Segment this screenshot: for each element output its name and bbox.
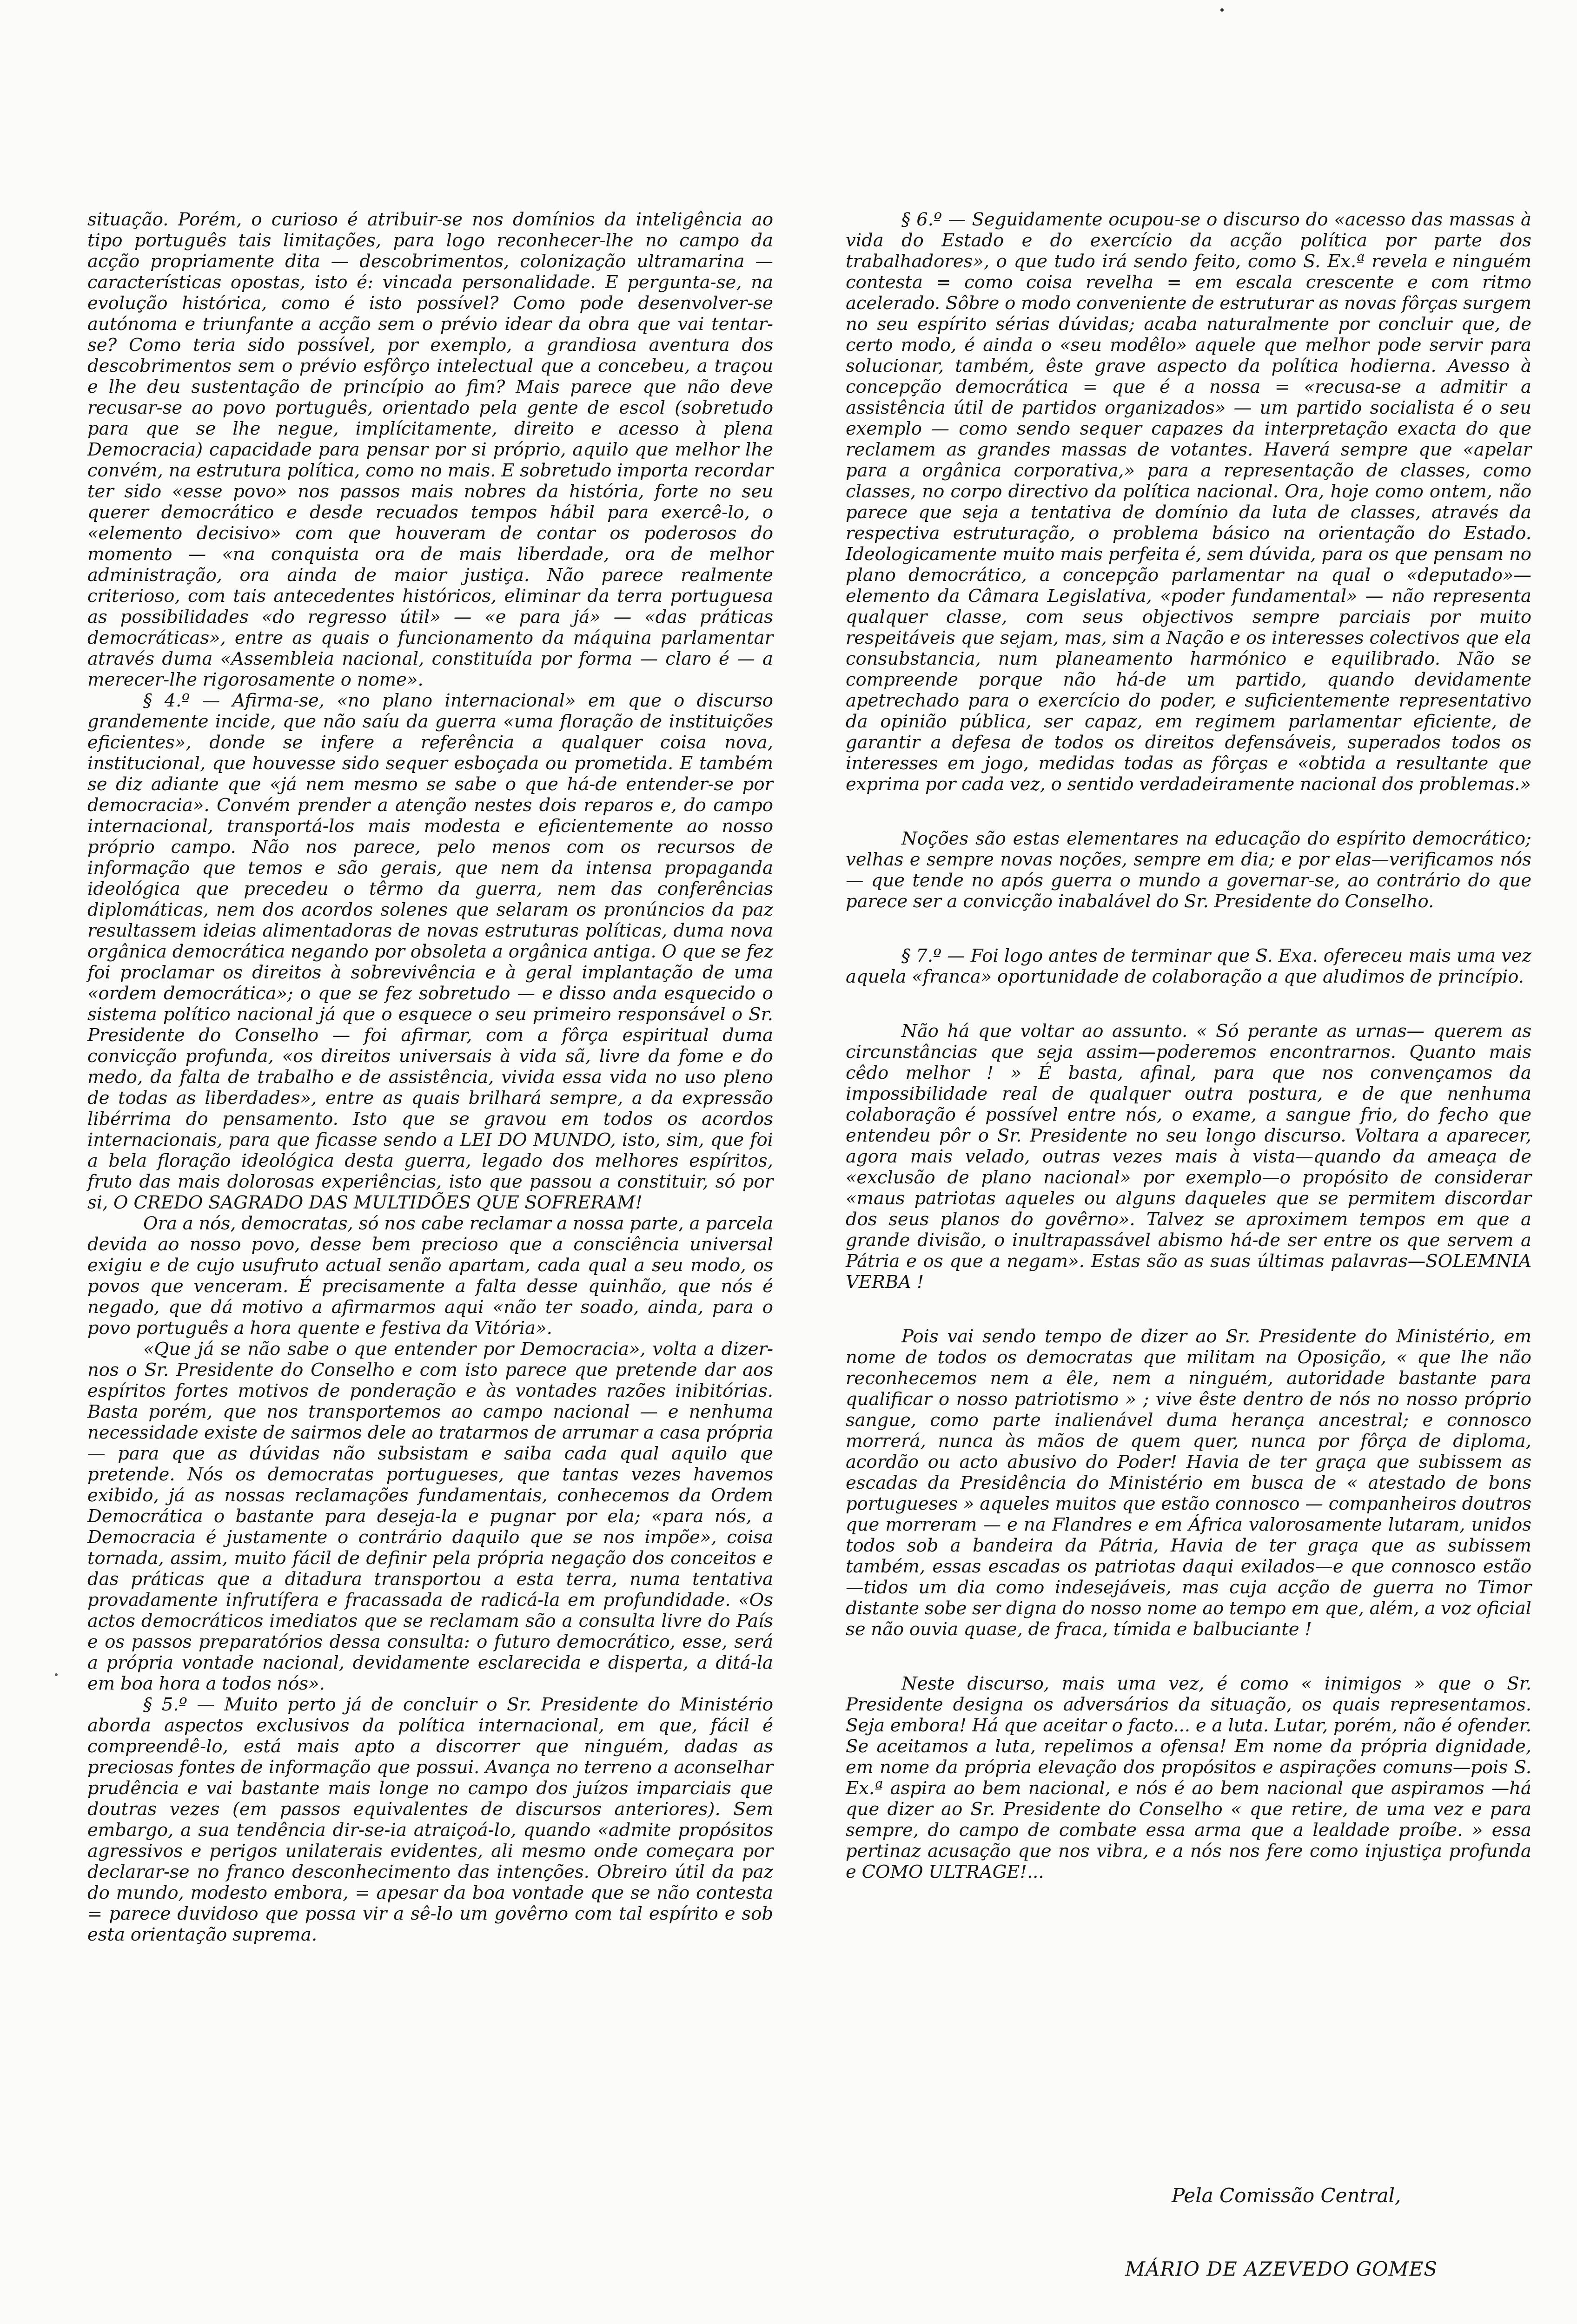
paragraph-section-6: § 6.º — Seguidamente ocupou-se o discurso do «acesso das massas à vida do Estado e do exercício da acção política por parte dos trabalhadores», o que tudo irá sendo feito, como S. Ex.ª revela e ninguém contesta = como coisa revelha = em escala crescente e com ritmo acelerado. Sôbre o modo conveniente de estruturar as novas fôrças surgem no seu espírito sérias dúvidas; acaba naturalmente por concluir que, de certo modo, é ainda o «seu modêlo» aquele que melhor pode servir para solucionar, também, êste grave aspecto da política hodierna. Avesso à concepção democrática = que é a nossa = «recusa-se a admitir a assistência útil de partidos organizados» — um partido socialista é o seu exemplo — como sendo sequer capazes da interpretação exacta do que reclamem as grandes massas de votantes. Haverá sempre que «apelar para a orgânica corporativa,» para a representação de classes, como classes, no corpo directivo da política nacional. Ora, hoje como ontem, não parece que seja a tentativa de domínio da luta de classes, através da respectiva estruturação, o problema básico na orientação do Estado. Ideologicamente muito mais perfeita é, sem dúvida, para os que pensam no plano democrático, a concepção parlamentar na qual o «deputado»—elemento da Câmara Legislativa, «poder fundamental» — não representa qualquer classe, com seus objectivos sempre parciais por muito respeitáveis que sejam, mas, sim a Nação e os interesses colectivos que ela consubstancia, num planeamento harmónico e equilibrado. Não se compreende porque não há-de um partido, quando devidamente apetrechado para o exercício do poder, e suficientemente representativo da opinião pública, ser capaz, em regimem parlamentar eficiente, de garantir a defesa de todos os direitos defensáveis, superados todos os interesses em jogo, medidas todas as fôrças e «obtida a resultante que exprima por cada vez, o sentido verdadeiramente nacional dos problemas.»	[846, 209, 1531, 795]
paragraph-section-4: § 4.º — Afirma-se, «no plano internacional» em que o discurso grandemente incide, que não saíu da guerra «uma floração de instituições eficientes», donde se infere a referência a qualquer coisa nova, institucional, que houvesse sido sequer esboçada ou prometida. E também se diz adiante que «já nem mesmo se sabe o que há-de entender-se por democracia». Convém prender a atenção nestes dois reparos e, do campo internacional, transportá-los mais modesta e eficientemente ao nosso próprio campo. Não nos parece, pelo menos com os recursos de informação que temos e são gerais, que nem da intensa propaganda ideológica que precedeu o têrmo da guerra, nem das conferências diplomáticas, nem dos acordos solenes que selaram os pronúncios da paz resultassem ideias alimentadoras de novas estruturas políticas, duma nova orgânica democrática negando por obsoleta a orgânica antiga. O que se fez foi proclamar os direitos à sobrevivência e à geral implantação de uma «ordem democrática»; o que se fez sobretudo — e disso anda esquecido o sistema político nacional já que o esquece o seu primeiro responsável o Sr. Presidente do Conselho — foi afirmar, com a fôrça espiritual duma convicção profunda, «os direitos universais à vida sã, livre da fome e do medo, da falta de trabalho e de assistência, vivida essa vida no uso pleno de todas as liberdades», entre as quais brilhará sempre, a da expressão libérrima do pensamento. Isto que se gravou em todos os acordos internacionais, para que ficasse sendo a LEI DO MUNDO, isto, sim, que foi a bela floração ideológica desta guerra, legado dos melhores espíritos, fruto das mais dolorosas experiências, isto que passou a constituir, só por si, O CREDO SAGRADO DAS MULTIDÕES QUE SOFRERAM!	[87, 690, 773, 1213]
paragraph: Noções são estas elementares na educação do espírito democrático; velhas e sempre novas noções, sempre em dia; e por elas—verificamos nós— que tende no após guerra o mundo a governar-se, ao contrário do que parece ser a convicção inabalável do Sr. Presidente do Conselho.	[846, 828, 1531, 912]
margin-mark	[55, 1673, 58, 1676]
paragraph: situação. Porém, o curioso é atribuir-se nos domínios da inteligência ao tipo português tais limitações, para logo reconhecer-lhe no campo da acção propriamente dita — descobrimentos, colonização ultramarina — características opostas, isto é: vincada personalidade. E pergunta-se, na evolução histórica, como é isto possível? Como pode desenvolver-se autónoma e triunfante a acção sem o prévio idear da obra que vai tentar-se? Como teria sido possível, por exemplo, a grandiosa aventura dos descobrimentos sem o prévio esfôrço intelectual que a concebeu, a traçou e lhe deu sustentação de princípio ao fim? Mais parece que não deve recusar-se ao povo português, orientado pela gente de escol (sobretudo para que se lhe negue, implícitamente, direito e acesso à plena Democracia) capacidade para pensar por si próprio, aquilo que melhor lhe convém, na estrutura política, como no mais. E sobretudo importa recordar ter sido «esse povo» nos passos mais nobres da história, forte no seu querer democrático e desde recuados tempos hábil para exercê-lo, o «elemento decisivo» com que houveram de contar os poderosos do momento — «na conquista ora de mais liberdade, ora de melhor administração, ora ainda de maior justiça. Não parece realmente criterioso, com tais antecedentes históricos, eliminar da terra portuguesa as possibilidades «do regresso útil» — «e para já» — «das práticas democráticas», entre as quais o funcionamento da máquina parlamentar através duma «Assembleia nacional, constituída por forma — claro é — a merecer-lhe rigorosamente o nome».	[87, 209, 773, 690]
paragraph-section-7: § 7.º — Foi logo antes de terminar que S. Exa. ofereceu mais uma vez aquela «franca» oportunidade de colaboração a que aludimos de princípio.	[846, 945, 1531, 987]
paragraph: «Que já se não sabe o que entender por Democracia», volta a dizer-nos o Sr. Presidente do Conselho e com isto parece que pretende dar aos espíritos fortes motivos de ponderação e às vontades razões inibitórias. Basta porém, que nos transportemos ao campo nacional — e nenhuma necessidade existe de sairmos dele ao tratarmos de arrumar a casa própria — para que as dúvidas não subsistam e saiba cada qual aquilo que pretende. Nós os democratas portugueses, que tantas vezes havemos exibido, já as nossas reclamações fundamentais, conhecemos da Ordem Democrática o bastante para deseja-la e pugnar por ela; «para nós, a Democracia é justamente o contrário daquilo que se nos impõe», coisa tornada, assim, muito fácil de definir pela própria negação dos conceitos e das práticas que a ditadura transportou a esta terra, numa tentativa provadamente infrutífera e fracassada de radicá-la em profundidade. «Os actos democráticos imediatos que se reclamam são a consulta livre do País e os passos preparatórios dessa consulta: o futuro democrático, esse, será a própria vontade nacional, devidamente esclarecida e disperta, a ditá-la em boa hora a todos nós».	[87, 1339, 773, 1694]
paragraph-section-5: § 5.º — Muito perto já de concluir o Sr. Presidente do Ministério aborda aspectos exclusivos da política internacional, em que, fácil é compreendê-lo, está mais apto a discorrer que ninguém, dadas as preciosas fontes de informação que possui. Avança no terreno a aconselhar prudência e vai bastante mais longe no campo dos juízos imparciais que doutras vezes (em passos equivalentes de discursos anteriores). Sem embargo, a sua tendência dir-se-ia atraiçoá-lo, quando «admite propósitos agressivos e perigos unilaterais evidentes, ali mesmo onde começara por declarar-se no franco desconhecimento das intenções. Obreiro útil da paz do mundo, modesto embora, = apesar da boa vontade que se não contesta = parece duvidoso que possa vir a sê-lo um govêrno com tal espírito e sob esta orientação suprema.	[87, 1694, 773, 1945]
paragraph: Ora a nós, democratas, só nos cabe reclamar a nossa parte, a parcela devida ao nosso povo, desse bem precioso que a consciência universal exigiu e de cujo usufruto actual senão apartam, cada qual a seu modo, os povos que venceram. É precisamente a falta desse quinhão, que nós é negado, que dá motivo a afirmarmos aqui «não ter soado, ainda, para o povo português a hora quente e festiva da Vitória».	[87, 1213, 773, 1339]
signature-name: MÁRIO DE AZEVEDO GOMES	[1125, 2258, 1438, 2280]
signature-block	[1125, 2185, 1438, 2280]
paragraph: Pois vai sendo tempo de dizer ao Sr. Presidente do Ministério, em nome de todos os democratas que militam na Oposição, « que lhe não reconhecemos nem a êle, nem a ninguém, autoridade bastante para qualificar o nosso patriotismo » ; vive êste dentro de nós no nosso próprio sangue, como parte inalienável duma herança ancestral; e connosco morrerá, nunca às mãos de quem quer, nunca por fôrça de diploma, acordão ou acto abusivo do Poder! Havia de ter graça que subissem as escadas da Presidência do Ministério em busca de « atestado de bons portugueses » aqueles muitos que estão connosco — companheiros doutros que morreram — e na Flandres e em África valorosamente lutaram, unidos todos sob a bandeira da Pátria, Havia de ter graça que as subissem também, essas escadas os patriotas daqui exilados—e que connosco estão—tidos um dia como indesejáveis, mas cuja acção de guerra no Timor distante sobe ser digna do nosso nome ao tempo em que, além, a voz oficial se não ouvia quase, de fraca, tímida e balbuciante !	[846, 1326, 1531, 1640]
left-column	[87, 209, 773, 1945]
right-column	[846, 209, 1531, 1882]
signature-committee: Pela Comissão Central,	[1172, 2184, 1401, 2207]
paragraph: Neste discurso, mais uma vez, é como « inimigos » que o Sr. Presidente designa os adversários da situação, os quais representamos. Seja embora! Há que aceitar o facto... e a luta. Lutar, porém, não é ofender. Se aceitamos a luta, repelimos a ofensa! Em nome da própria dignidade, em nome da própria elevação dos propósitos e aspirações comuns—pois S. Ex.ª aspira ao bem nacional, e nós é ao bem nacional que aspiramos —há que dizer ao Sr. Presidente do Conselho « que retire, de uma vez e para sempre, do campo de combate essa arma que a lealdade proíbe. » essa pertinaz acusação que nos vibra, e a nós nos fere como injustiça profunda e COMO ULTRAGE!...	[846, 1673, 1531, 1882]
corner-mark	[1220, 8, 1224, 12]
paragraph: Não há que voltar ao assunto. « Só perante as urnas— querem as circunstâncias que seja assim—poderemos encontrarnos. Quanto mais cêdo melhor ! » É basta, afinal, para que nos convençamos da impossibilidade real de qualquer outra postura, e de que nenhuma colaboração é possível entre nós, o exame, a sangue frio, do fecho que entendeu pôr o Sr. Presidente no seu longo discurso. Voltara a aparecer, agora mais velado, outras vezes mais à vista—quando da ameaça de «exclusão de plano nacional» por exemplo—o propósito de considerar «maus patriotas aqueles ou alguns daqueles que se permitem discordar dos seus planos do govêrno». Talvez se aproximem tempos em que a grande divisão, o inultrapassável abismo há-de ser entre os que servem a Pátria e os que a negam». Estas são as suas últimas palavras—SOLEMNIA VERBA !	[846, 1021, 1531, 1293]
